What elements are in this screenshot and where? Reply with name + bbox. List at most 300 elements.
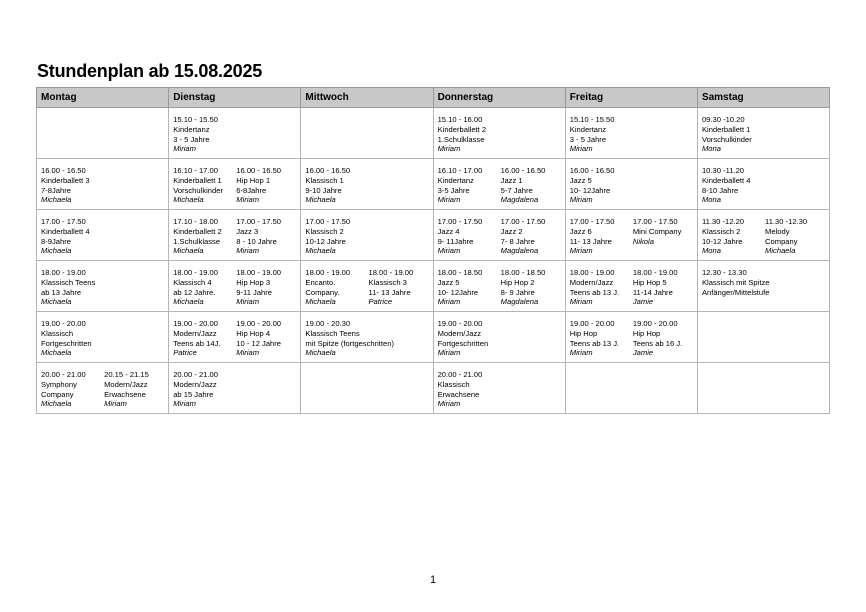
class-entry [173, 115, 296, 154]
class-time: 19.00 - 20.00 [173, 319, 218, 328]
class-entry [570, 268, 630, 307]
cell-content [301, 363, 432, 370]
class-time: 19.00 - 20.00 [632, 319, 678, 328]
class-teacher: Michaela [305, 246, 336, 256]
class-detail: 5-7 Jahre [500, 185, 533, 195]
class-detail: 8- 9 Jahre [500, 287, 535, 297]
schedule-cell [433, 363, 565, 414]
class-detail: 9-10 Jahre [305, 185, 342, 195]
class-detail: Jazz 3 [236, 226, 259, 236]
cell-content [698, 261, 829, 297]
class-entry [305, 319, 428, 358]
class-time: 16.00 - 16.50 [569, 166, 615, 175]
schedule-cell [433, 312, 565, 363]
class-detail: Jazz 2 [500, 226, 523, 236]
class-teacher: Michaela [173, 246, 204, 256]
class-time: 16.00 - 16.50 [236, 166, 282, 175]
class-detail: Jazz 1 [500, 175, 523, 185]
schedule-cell [301, 210, 433, 261]
class-entry [498, 166, 561, 205]
class-detail: Modern/Jazz [104, 379, 148, 389]
class-teacher: Miriam [236, 246, 260, 256]
schedule-cell [565, 159, 697, 210]
class-detail: Klassisch 3 [368, 277, 407, 287]
class-detail: Kinderballett 3 [41, 175, 90, 185]
class-detail: 6-8Jahre [236, 185, 267, 195]
cell-content [698, 108, 829, 154]
day-header-monday: Montag [37, 88, 169, 108]
class-entry [762, 217, 825, 256]
class-time: 09.30 -10.20 [701, 115, 745, 124]
class-time: 20.15 - 21.15 [104, 370, 149, 379]
cell-content [301, 108, 432, 115]
class-teacher: Michaela [305, 195, 336, 205]
cell-content [37, 210, 168, 256]
schedule-cell [697, 363, 829, 414]
class-entry [702, 217, 762, 256]
class-time: 10.30 -11.20 [701, 166, 745, 175]
schedule-cell [433, 108, 565, 159]
class-detail: Klassisch Teens [41, 277, 96, 287]
class-teacher: Jamie [632, 297, 654, 307]
schedule-cell [301, 363, 433, 414]
class-detail: Modern/Jazz [173, 379, 217, 389]
class-entry [101, 370, 164, 409]
class-teacher: Miriam [236, 348, 260, 358]
class-detail: 10 - 12 Jahre [236, 338, 282, 348]
class-detail: Hip Hop [632, 328, 661, 338]
class-time: 19.00 - 20.00 [41, 319, 86, 328]
class-entry [630, 217, 693, 256]
class-detail: Jazz 6 [569, 226, 592, 236]
class-time: 18.00 - 19.00 [173, 268, 218, 277]
schedule-cell [433, 159, 565, 210]
class-detail: Kindertanz [569, 124, 607, 134]
class-detail: Fortgeschritten [437, 338, 489, 348]
cell-content [169, 108, 300, 154]
cell-content [37, 261, 168, 307]
time-slot-row [37, 159, 830, 210]
class-detail: Klassisch [41, 328, 74, 338]
class-detail: Encanto. [305, 277, 336, 287]
class-detail: Teens ab 13 J. [569, 338, 620, 348]
schedule-cell [565, 261, 697, 312]
class-time: 11.30 -12.30 [765, 217, 808, 226]
class-teacher: Michaela [173, 297, 204, 307]
class-detail: Jazz 5 [437, 277, 460, 287]
cell-content [434, 363, 565, 409]
class-detail: Symphony [41, 379, 77, 389]
cell-content [37, 159, 168, 205]
class-detail: Hip Hop [569, 328, 598, 338]
class-detail: Erwachsene [437, 389, 480, 399]
class-detail: Fortgeschritten [41, 338, 92, 348]
cell-content [434, 261, 565, 307]
class-time: 18.00 - 19.00 [632, 268, 678, 277]
class-detail: Klassisch [437, 379, 470, 389]
class-detail: Kinderballett 1 [701, 124, 751, 134]
time-slot-row [37, 108, 830, 159]
class-teacher: Miriam [173, 399, 196, 409]
cell-content [301, 159, 432, 205]
class-detail: Kindertanz [173, 124, 210, 134]
class-detail: Hip Hop 1 [236, 175, 271, 185]
class-time: 15.10 - 15.50 [173, 115, 218, 124]
schedule-body [37, 108, 830, 414]
schedule-cell [565, 363, 697, 414]
class-teacher: Patrice [173, 348, 197, 358]
class-teacher: Miriam [236, 195, 260, 205]
class-entry [702, 268, 825, 297]
class-entry [702, 166, 825, 205]
cell-content [698, 210, 829, 256]
schedule-cell [433, 210, 565, 261]
class-teacher: Michaela [41, 399, 72, 409]
class-time: 18.00 - 19.00 [569, 268, 615, 277]
class-teacher: Magdalena [500, 195, 539, 205]
class-detail: 10-12 Jahre [701, 236, 743, 246]
class-time: 16.10 - 17.00 [437, 166, 483, 175]
class-detail: 3-5 Jahre [437, 185, 470, 195]
class-teacher: Miriam [437, 348, 461, 358]
cell-content [566, 159, 697, 205]
class-teacher: Magdalena [500, 246, 539, 256]
class-entry [305, 166, 428, 205]
cell-content [434, 159, 565, 205]
class-teacher: Michaela [41, 348, 72, 358]
class-detail: Kinderballett 2 [437, 124, 487, 134]
class-detail: 7-8Jahre [41, 185, 71, 195]
class-teacher: Miriam [437, 144, 461, 154]
schedule-cell [565, 108, 697, 159]
class-detail: Klassisch 1 [305, 175, 344, 185]
class-time: 15.10 - 16.00 [437, 115, 483, 124]
class-teacher: Michaela [305, 297, 336, 307]
class-detail: 7- 8 Jahre [500, 236, 535, 246]
schedule-cell [433, 261, 565, 312]
class-time: 20.00 - 21.00 [173, 370, 218, 379]
schedule-cell [37, 159, 169, 210]
schedule-cell [37, 363, 169, 414]
class-detail: Vorschulkinder [701, 134, 752, 144]
cell-content [37, 363, 168, 409]
class-detail: Anfänger/Mittelstufe [701, 287, 770, 297]
day-header-tuesday: Dienstag [169, 88, 301, 108]
cell-content [698, 363, 829, 370]
class-teacher: Michaela [765, 246, 796, 256]
class-detail: 10-12 Jahre [305, 236, 346, 246]
class-entry [233, 166, 296, 205]
class-teacher: Michaela [173, 195, 204, 205]
class-detail: Kinderballett 1 [173, 175, 222, 185]
class-time: 19.00 - 20.00 [437, 319, 483, 328]
class-teacher: Miriam [569, 144, 593, 154]
class-entry [365, 268, 428, 307]
class-detail: Mini Company [632, 226, 682, 236]
page-title: Stundenplan ab 15.08.2025 [37, 61, 263, 81]
schedule-cell [169, 312, 301, 363]
class-time: 16.00 - 16.50 [305, 166, 351, 175]
class-time: 19.00 - 20.30 [305, 319, 351, 328]
schedule-cell [697, 312, 829, 363]
class-entry [498, 217, 561, 256]
class-detail: Company. [305, 287, 340, 297]
class-detail: Hip Hop 2 [500, 277, 535, 287]
schedule-cell [169, 210, 301, 261]
class-time: 19.00 - 20.00 [569, 319, 615, 328]
class-time: 19.00 - 20.00 [236, 319, 282, 328]
time-slot-row [37, 363, 830, 414]
class-time: 17.00 - 17.50 [437, 217, 483, 226]
day-header-friday: Freitag [565, 88, 697, 108]
schedule-cell [169, 363, 301, 414]
class-time: 18.00 - 19.00 [41, 268, 86, 277]
class-entry [41, 268, 164, 307]
class-teacher: Mona [701, 144, 721, 154]
class-detail: Klassisch Teens [305, 328, 360, 338]
class-detail: Company [765, 236, 798, 246]
class-detail: Jazz 5 [569, 175, 592, 185]
schedule-cell [697, 261, 829, 312]
class-entry [438, 319, 561, 358]
class-entry [438, 268, 498, 307]
class-detail: 9- 11Jahre [437, 236, 474, 246]
class-detail: Klassisch 2 [305, 226, 344, 236]
cell-content [566, 210, 697, 256]
class-detail: 8-9Jahre [41, 236, 71, 246]
schedule-cell [37, 108, 169, 159]
cell-content [169, 210, 300, 256]
class-entry [173, 217, 233, 256]
class-entry [438, 217, 498, 256]
schedule-cell [169, 108, 301, 159]
class-entry [438, 370, 561, 409]
class-detail: Teens ab 13 J. [569, 287, 620, 297]
time-slot-row [37, 210, 830, 261]
cell-content [169, 312, 300, 358]
day-header-row [37, 88, 830, 108]
class-entry [41, 217, 164, 256]
class-entry [41, 319, 164, 358]
class-detail: Modern/Jazz [173, 328, 217, 338]
schedule-cell [301, 108, 433, 159]
class-teacher: Jamie [632, 348, 654, 358]
class-time: 16.10 - 17.00 [173, 166, 218, 175]
class-detail: Company [41, 389, 74, 399]
class-time: 16.00 - 16.50 [500, 166, 546, 175]
class-entry [233, 319, 296, 358]
cell-content [566, 261, 697, 307]
class-detail: mit Spitze (fortgeschritten) [305, 338, 394, 348]
class-teacher: Michaela [41, 297, 72, 307]
class-detail: 11- 13 Jahre [368, 287, 411, 297]
cell-content [37, 108, 168, 115]
class-entry [570, 319, 630, 358]
class-teacher: Miriam [437, 195, 461, 205]
class-detail: Vorschulkinder [173, 185, 223, 195]
class-detail: Erwachsene [104, 389, 146, 399]
class-detail: Modern/Jazz [569, 277, 614, 287]
cell-content [566, 363, 697, 370]
class-teacher: Miriam [104, 399, 127, 409]
class-detail: 3 - 5 Jahre [569, 134, 607, 144]
class-detail: Hip Hop 4 [236, 328, 271, 338]
schedule-cell [697, 108, 829, 159]
class-detail: Teens ab 16 J. [632, 338, 683, 348]
cell-content [698, 159, 829, 205]
cell-content [566, 312, 697, 358]
class-teacher: Miriam [569, 246, 593, 256]
class-time: 20.00 - 21.00 [437, 370, 483, 379]
class-entry [570, 115, 693, 154]
schedule-cell [697, 210, 829, 261]
cell-content [566, 108, 697, 154]
class-entry [173, 319, 233, 358]
class-entry [498, 268, 561, 307]
class-detail: Kinderballett 2 [173, 226, 222, 236]
class-teacher: Miriam [437, 297, 461, 307]
class-teacher: Miriam [569, 297, 593, 307]
class-detail: Klassisch 2 [701, 226, 741, 236]
class-detail: 1.Schulklasse [173, 236, 221, 246]
cell-content [434, 210, 565, 256]
cell-content [37, 312, 168, 358]
schedule-cell [301, 261, 433, 312]
cell-content [434, 108, 565, 154]
class-teacher: Patrice [368, 297, 393, 307]
class-time: 20.00 - 21.00 [41, 370, 86, 379]
cell-content [169, 363, 300, 409]
class-teacher: Michaela [305, 348, 336, 358]
cell-content [301, 210, 432, 256]
class-time: 18.00 - 18.50 [437, 268, 483, 277]
schedule-cell [565, 210, 697, 261]
class-entry [233, 217, 296, 256]
class-teacher: Mona [701, 246, 721, 256]
class-detail: Kinderballett 4 [41, 226, 90, 236]
day-header-thursday: Donnerstag [433, 88, 565, 108]
class-time: 11.30 -12.20 [701, 217, 745, 226]
class-detail: 11- 13 Jahre [569, 236, 612, 246]
class-detail: 9-11 Jahre [236, 287, 273, 297]
class-entry [233, 268, 296, 307]
class-entry [630, 319, 693, 358]
day-header-saturday: Samstag [697, 88, 829, 108]
time-slot-row [37, 312, 830, 363]
time-slot-row [37, 261, 830, 312]
class-time: 17.00 - 17.50 [569, 217, 615, 226]
class-detail: 1.Schulklasse [437, 134, 485, 144]
class-detail: 8-10 Jahre [701, 185, 739, 195]
day-header-wednesday: Mittwoch [301, 88, 433, 108]
class-entry [173, 370, 296, 409]
class-teacher: Magdalena [500, 297, 539, 307]
cell-content [698, 312, 829, 319]
schedule-cell [37, 210, 169, 261]
class-detail: Kinderballett 4 [701, 175, 751, 185]
schedule-cell [301, 159, 433, 210]
schedule-cell [37, 261, 169, 312]
class-time: 18.00 - 19.00 [236, 268, 282, 277]
cell-content [301, 312, 432, 358]
class-time: 18.00 - 19.00 [305, 268, 351, 277]
class-entry [41, 370, 101, 409]
class-entry [305, 217, 428, 256]
class-detail: 11-14 Jahre [632, 287, 673, 297]
class-entry [41, 166, 164, 205]
schedule-table [36, 87, 830, 414]
class-teacher: Michaela [41, 246, 72, 256]
class-teacher: Miriam [569, 348, 593, 358]
class-detail: Klassisch mit Spitze [701, 277, 770, 287]
class-entry [702, 115, 825, 154]
class-time: 16.00 - 16.50 [41, 166, 86, 175]
class-detail: ab 15 Jahre [173, 389, 214, 399]
class-detail: Hip Hop 3 [236, 277, 271, 287]
class-detail: 3 - 5 Jahre [173, 134, 210, 144]
class-detail: ab 13 Jahre [41, 287, 82, 297]
class-entry [630, 268, 693, 307]
class-time: 17.00 - 17.50 [632, 217, 678, 226]
class-detail: Teens ab 14J. [173, 338, 221, 348]
class-detail: Hip Hop 5 [632, 277, 667, 287]
class-detail: Jazz 4 [437, 226, 460, 236]
schedule-cell [37, 312, 169, 363]
class-time: 17.00 - 17.50 [236, 217, 282, 226]
class-detail: 10- 12Jahre [569, 185, 611, 195]
class-entry [438, 115, 561, 154]
class-detail: Kindertanz [437, 175, 474, 185]
class-teacher: Miriam [236, 297, 260, 307]
class-detail: 8 - 10 Jahre [236, 236, 277, 246]
schedule-cell [565, 312, 697, 363]
schedule-cell [301, 312, 433, 363]
class-time: 17.00 - 17.50 [305, 217, 351, 226]
class-entry [305, 268, 365, 307]
class-time: 12.30 - 13.30 [701, 268, 747, 277]
class-time: 17.10 - 18.00 [173, 217, 218, 226]
class-entry [570, 217, 630, 256]
class-teacher: Miriam [569, 195, 593, 205]
class-time: 17.00 - 17.50 [41, 217, 86, 226]
class-time: 18.00 - 18.50 [500, 268, 546, 277]
schedule-cell [169, 159, 301, 210]
class-entry [438, 166, 498, 205]
cell-content [434, 312, 565, 358]
class-teacher: Miriam [437, 399, 461, 409]
schedule-cell [169, 261, 301, 312]
page-number: 1 [429, 574, 437, 586]
class-teacher: Miriam [173, 144, 196, 154]
class-entry [570, 166, 693, 205]
cell-content [301, 261, 432, 307]
schedule-cell [697, 159, 829, 210]
cell-content [169, 159, 300, 205]
class-detail: 10- 12Jahre [437, 287, 479, 297]
class-detail: Klassisch 4 [173, 277, 212, 287]
cell-content [169, 261, 300, 307]
class-time: 15.10 - 15.50 [569, 115, 615, 124]
class-detail: Melody [765, 226, 790, 236]
class-time: 18.00 - 19.00 [368, 268, 414, 277]
class-detail: Modern/Jazz [437, 328, 482, 338]
class-entry [173, 166, 233, 205]
class-teacher: Miriam [437, 246, 461, 256]
class-teacher: Mona [701, 195, 721, 205]
class-teacher: Michaela [41, 195, 72, 205]
class-entry [173, 268, 233, 307]
class-time: 17.00 - 17.50 [500, 217, 546, 226]
